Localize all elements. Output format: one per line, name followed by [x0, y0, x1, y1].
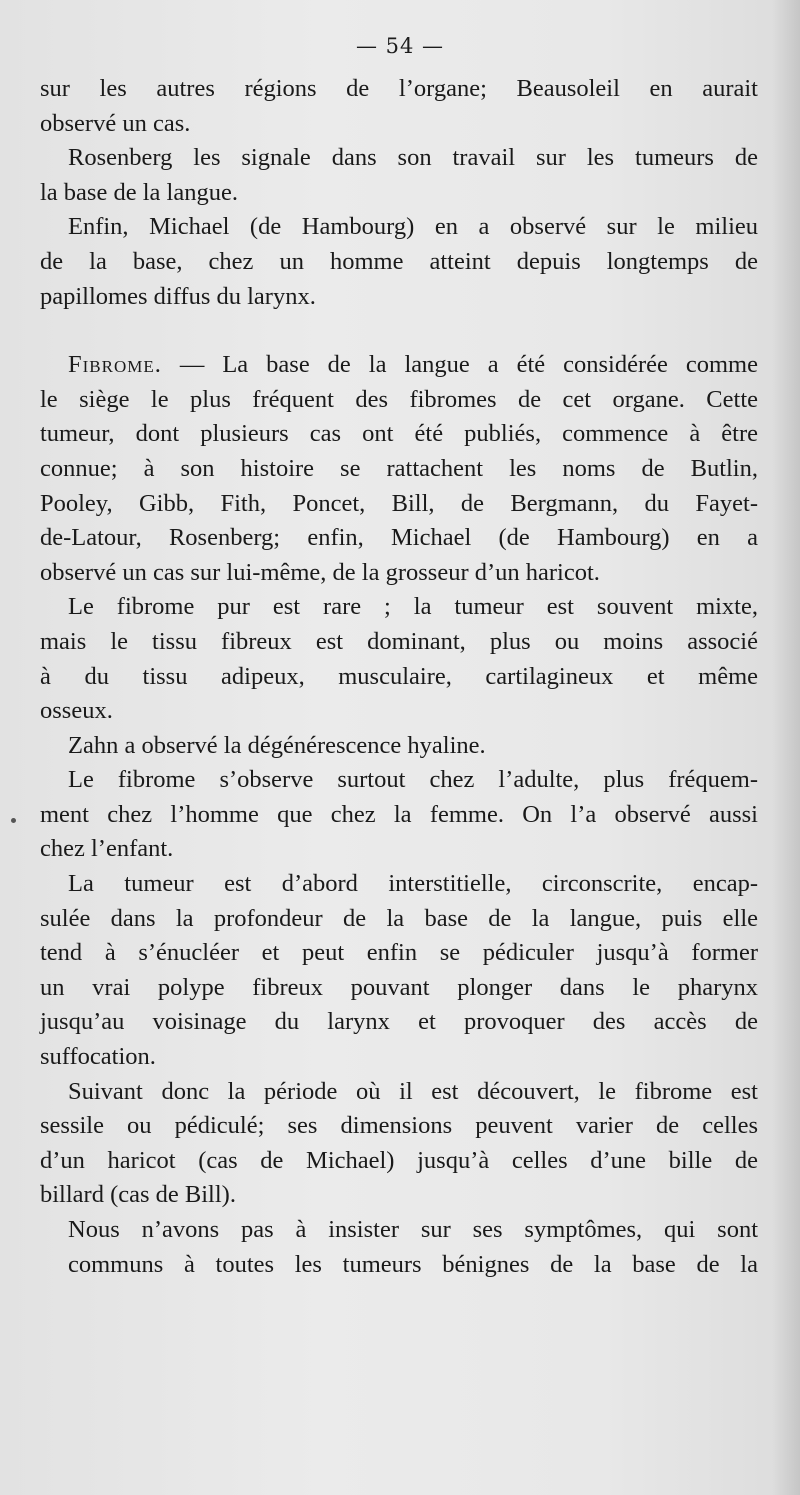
- section-heading: Fibrome.: [68, 351, 162, 379]
- text-line: tumeur, dont plusieurs cas ont été publiés, commence à être: [40, 420, 758, 448]
- text-line: ment chez l’homme que chez la femme. On l’a observé aussi: [40, 800, 758, 828]
- text-line: communs à toutes les tumeurs bénignes de la base de la: [68, 1250, 758, 1278]
- text-line: à du tissu adipeux, musculaire, cartilagineux et même: [40, 662, 758, 690]
- text-line: papillomes diffus du larynx.: [40, 282, 316, 310]
- text-line: Le fibrome pur est rare ; la tumeur est souvent mixte,: [68, 593, 758, 621]
- text-line: suffocation.: [40, 1043, 156, 1071]
- text-line: sulée dans la profondeur de la base de la langue, puis elle: [40, 904, 758, 932]
- text-line: Rosenberg les signale dans son travail sur les tumeurs de: [68, 144, 758, 172]
- text-line: connue; à son histoire se rattachent les noms de Butlin,: [40, 454, 758, 482]
- text-line: sessile ou pédiculé; ses dimensions peuvent varier de celles: [40, 1112, 758, 1140]
- text-line: osseux.: [40, 697, 113, 725]
- body-text: [40, 72, 758, 1282]
- text-line: La tumeur est d’abord interstitielle, circonscrite, encap-: [68, 870, 758, 898]
- text-line: observé un cas sur lui-même, de la grosseur d’un haricot.: [40, 558, 600, 586]
- text-line: d’un haricot (cas de Michael) jusqu’à celles d’une bille de: [40, 1146, 758, 1174]
- text-line: jusqu’au voisinage du larynx et provoquer des accès de: [40, 1008, 758, 1036]
- text-line: Suivant donc la période où il est découvert, le fibrome est: [68, 1077, 758, 1105]
- text-line: billard (cas de Bill).: [40, 1181, 236, 1209]
- text-line: Enfin, Michael (de Hambourg) en a observé sur le milieu: [68, 213, 758, 241]
- text-line: sur les autres régions de l’organe; Beausoleil en aurait: [40, 75, 758, 102]
- text-line: de la base, chez un homme atteint depuis longtemps de: [40, 247, 758, 275]
- section-gap: [40, 314, 758, 348]
- text-line: Pooley, Gibb, Fith, Poncet, Bill, de Bergmann, du Fayet-: [40, 489, 758, 517]
- text-line: chez l’enfant.: [40, 835, 174, 863]
- margin-mark: [11, 818, 16, 823]
- text-fragment: — La base de la langue a été considérée comme: [161, 351, 758, 379]
- text-line: observé un cas.: [40, 109, 191, 137]
- text-line: tend à s’énucléer et peut enfin se pédiculer jusqu’à former: [40, 939, 758, 967]
- text-line: la base de la langue.: [40, 178, 238, 206]
- section-heading-line: [40, 348, 758, 383]
- text-line: Le fibrome s’observe surtout chez l’adulte, plus fréquem-: [68, 766, 758, 794]
- text-line: le siège le plus fréquent des fibromes de cet organe. Cette: [40, 385, 758, 413]
- text-line: un vrai polype fibreux pouvant plonger dans le pharynx: [40, 973, 758, 1001]
- text-line: mais le tissu fibreux est dominant, plus ou moins associé: [40, 627, 758, 655]
- text-line: Nous n’avons pas à insister sur ses symptômes, qui sont: [68, 1216, 758, 1243]
- text-line: Zahn a observé la dégénérescence hyaline.: [68, 731, 486, 759]
- page-number: — 54 —: [355, 34, 445, 58]
- text-line: de-Latour, Rosenberg; enfin, Michael (de Hambourg) en a: [40, 524, 758, 552]
